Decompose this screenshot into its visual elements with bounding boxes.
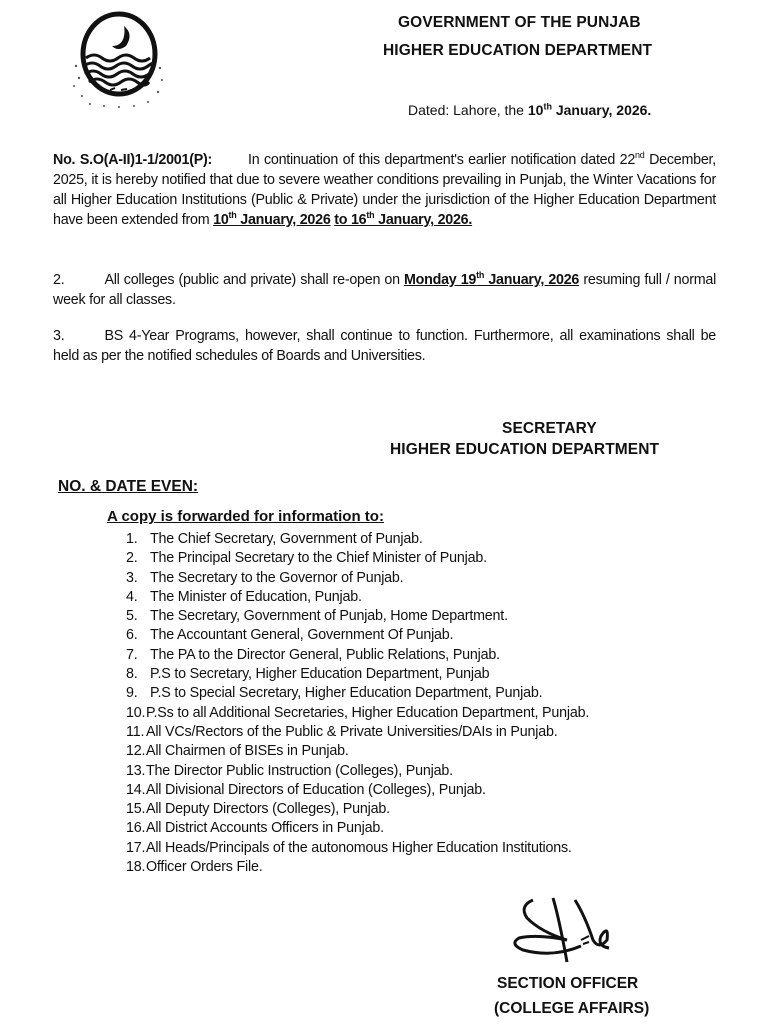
distribution-item-text: The PA to the Director General, Public Relations, Punjab. — [150, 646, 500, 663]
p1-sup-a: nd — [635, 150, 645, 161]
distribution-list — [126, 530, 589, 877]
distribution-item-number: 9. — [126, 685, 138, 702]
distribution-item — [126, 588, 589, 607]
distribution-item-text: The Accountant General, Government Of Punjab. — [150, 627, 454, 644]
distribution-item-number: 7. — [126, 646, 138, 663]
paragraph-3 — [53, 326, 716, 366]
distribution-item-text: P.S to Special Secretary, Higher Education Department, Punjab. — [150, 685, 543, 702]
distribution-item — [126, 723, 589, 742]
distribution-item-text: The Minister of Education, Punjab. — [150, 588, 362, 605]
p3-text: BS 4-Year Programs, however, shall continue to function. Furthermore, all examinations shall be held as per the notified schedules of Boards and Universities. — [53, 328, 716, 364]
paragraph-2 — [53, 270, 716, 310]
reference-number: No. S.O(A-II)1-1/2001(P): — [53, 152, 213, 168]
distribution-item — [126, 626, 589, 645]
signatory-department: HIGHER EDUCATION DEPARTMENT — [390, 441, 660, 458]
distribution-item-number: 13. — [126, 762, 146, 779]
distribution-item-text: The Secretary to the Governor of Punjab. — [150, 569, 404, 586]
section-officer-title: SECTION OFFICER — [497, 975, 639, 992]
p2-text-b: resuming full / normal week for all classes. — [53, 272, 717, 308]
distribution-item-text: All VCs/Rectors of the Public & Private Universities/DAIs in Punjab. — [146, 723, 558, 740]
dated-day: 10 — [527, 102, 544, 118]
paragraph-1 — [53, 150, 716, 230]
header-department: HIGHER EDUCATION DEPARTMENT — [383, 42, 653, 59]
distribution-heading: NO. & DATE EVEN: — [58, 478, 199, 495]
distribution-item-number: 1. — [126, 531, 138, 547]
distribution-item-text: All Heads/Principals of the autonomous Higher Education Institutions. — [146, 839, 572, 856]
distribution-item-number: 16. — [126, 820, 146, 837]
signatory-title: SECRETARY — [502, 420, 597, 437]
distribution-item-text: The Secretary, Government of Punjab, Home Department. — [150, 608, 508, 625]
distribution-item-text: Officer Orders File. — [146, 859, 263, 876]
distribution-item-number: 17. — [126, 839, 146, 856]
p1-text-b: December, 2025, it is hereby notified that due to severe weather conditions prevailing in Punjab, the Winter Vacations for all Higher Education Institutions (Public & Private) under the jurisdiction of the Higher Education Department have been extended from — [53, 152, 716, 228]
distribution-subheading: A copy is forwarded for information to: — [107, 508, 384, 525]
p3-number: 3. — [53, 328, 65, 344]
distribution-item — [126, 800, 589, 819]
distribution-item-number: 3. — [126, 569, 138, 586]
dated-line — [408, 102, 651, 118]
distribution-item-text: P.S to Secretary, Higher Education Department, Punjab — [150, 666, 490, 683]
distribution-item — [126, 646, 589, 665]
distribution-item-text: The Director Public Instruction (Colleges), Punjab. — [146, 762, 453, 779]
distribution-item — [126, 665, 589, 684]
distribution-item-number: 14. — [126, 781, 146, 798]
p1-text-a: In continuation of this department's earlier notification dated 22 — [248, 152, 636, 168]
distribution-item-number: 6. — [126, 627, 138, 644]
p2-number: 2. — [53, 272, 65, 288]
distribution-item — [126, 530, 589, 549]
distribution-item — [126, 549, 589, 568]
extension-to-date: to 16th January, 2026. — [334, 210, 473, 228]
distribution-item-text: All Chairmen of BISEs in Punjab. — [146, 743, 349, 760]
header-government: GOVERNMENT OF THE PUNJAB — [398, 14, 641, 31]
distribution-item — [126, 839, 589, 858]
reopen-date: Monday 19th January, 2026 — [404, 270, 580, 288]
distribution-item — [126, 781, 589, 800]
distribution-item-number: 12. — [126, 743, 146, 760]
dated-rest: January, 2026. — [551, 102, 652, 118]
distribution-item-number: 5. — [126, 608, 138, 625]
distribution-item-number: 10. — [126, 704, 146, 721]
distribution-item-number: 2. — [126, 550, 138, 567]
distribution-item-text: The Principal Secretary to the Chief Minister of Punjab. — [150, 550, 487, 567]
distribution-item-number: 15. — [126, 801, 146, 818]
distribution-item-text: All Deputy Directors (Colleges), Punjab. — [146, 801, 390, 818]
distribution-item — [126, 569, 589, 588]
extension-from-date: 10th January, 2026 — [213, 210, 331, 228]
distribution-item-text: All District Accounts Officers in Punjab. — [146, 820, 384, 837]
distribution-item-number: 18. — [126, 859, 146, 876]
distribution-item — [126, 858, 589, 877]
distribution-item — [126, 607, 589, 626]
distribution-item — [126, 742, 589, 761]
distribution-item — [126, 684, 589, 703]
dated-prefix: Dated: Lahore, the — [408, 102, 528, 118]
distribution-item-text: P.Ss to all Additional Secretaries, Higher Education Department, Punjab. — [146, 704, 590, 721]
distribution-item-text: All Divisional Directors of Education (Colleges), Punjab. — [146, 781, 486, 798]
distribution-item-number: 11. — [126, 723, 145, 740]
punjab-emblem-icon — [64, 6, 174, 111]
section-officer-office: (COLLEGE AFFAIRS) — [494, 1000, 650, 1017]
distribution-item-number: 8. — [126, 666, 138, 683]
distribution-item-text: The Chief Secretary, Government of Punjab. — [150, 531, 423, 547]
p2-text-a: All colleges (public and private) shall re-open on — [104, 272, 404, 288]
dated-day-suffix: th — [543, 101, 552, 112]
distribution-item — [126, 819, 589, 838]
distribution-item-number: 4. — [126, 588, 138, 605]
distribution-item — [126, 762, 589, 781]
distribution-item — [126, 704, 589, 723]
signature-icon — [505, 892, 635, 972]
